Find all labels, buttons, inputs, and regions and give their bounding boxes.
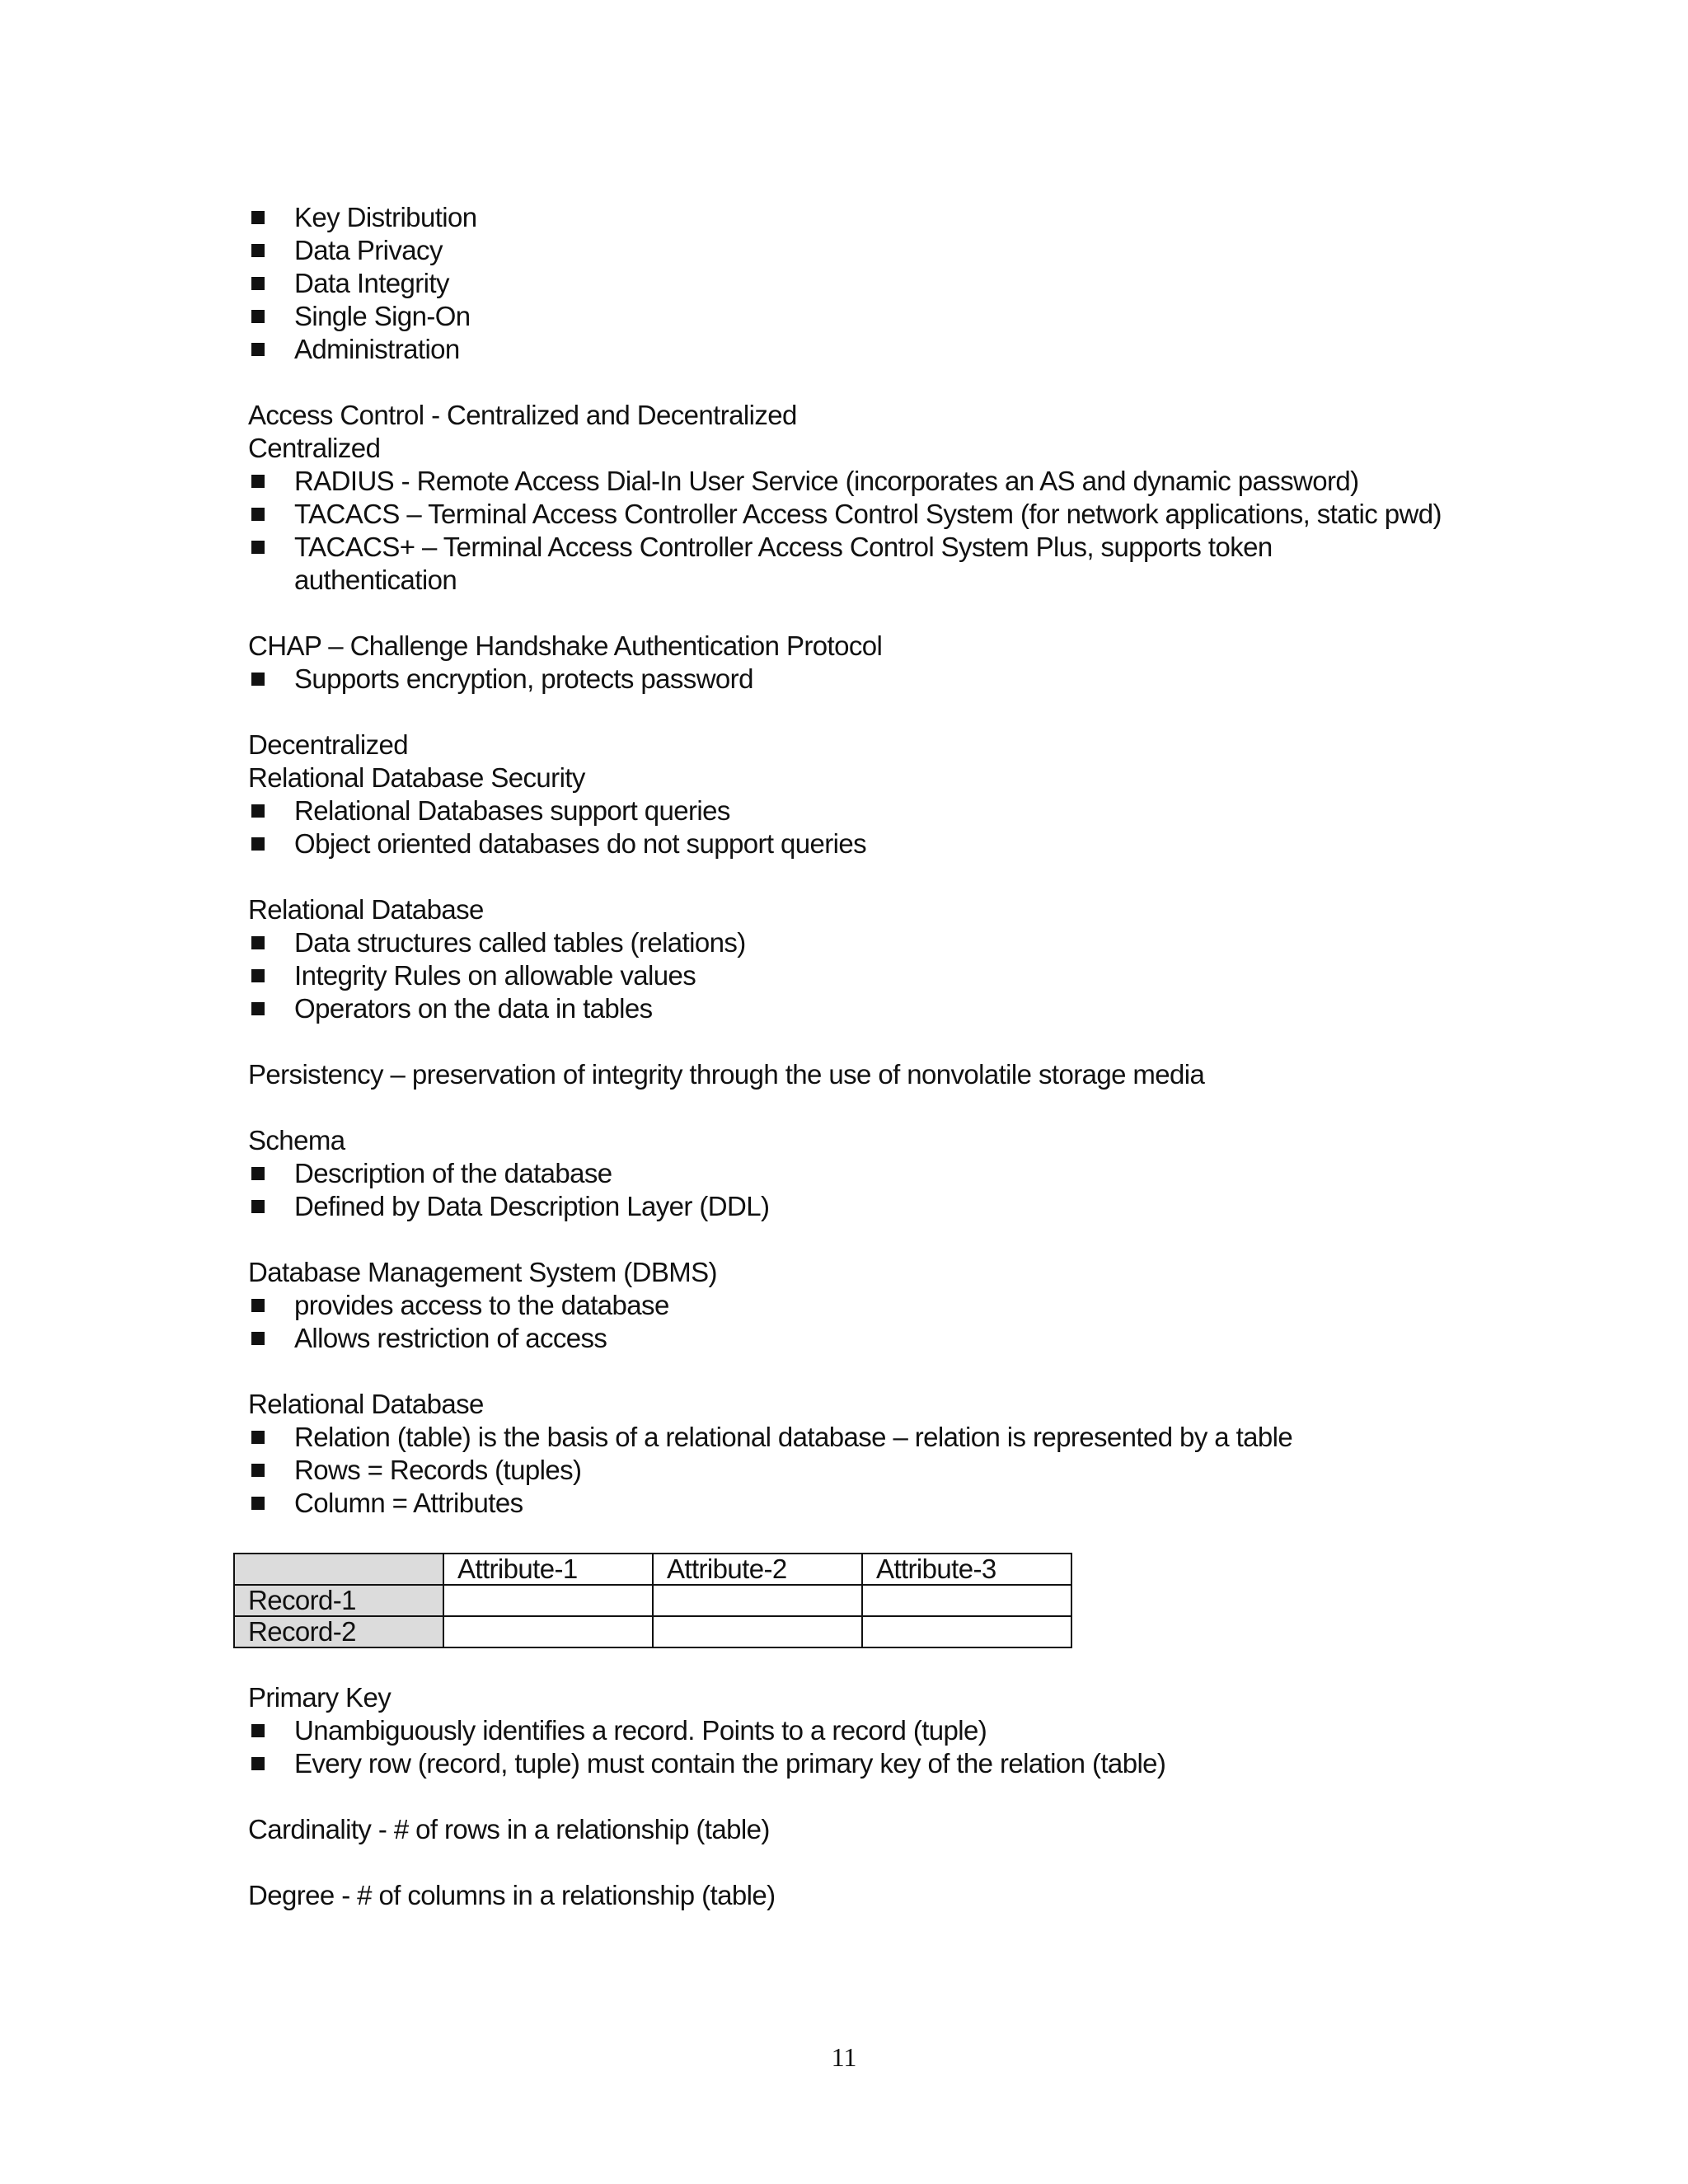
table-corner-cell xyxy=(234,1554,443,1585)
list-item: Data Privacy xyxy=(248,234,1451,267)
section-heading: Database Management System (DBMS) xyxy=(248,1257,717,1287)
list-item: Data structures called tables (relations) xyxy=(248,926,1451,959)
document-body xyxy=(248,201,1451,1912)
table-row xyxy=(234,1585,1071,1616)
list-item: Relation (table) is the basis of a relational database – relation is represented by a table xyxy=(248,1421,1451,1454)
list-item: TACACS+ – Terminal Access Controller Access Control System Plus, supports token authentication xyxy=(248,531,1357,597)
list-item: Every row (record, tuple) must contain the primary key of the relation (table) xyxy=(248,1747,1451,1780)
table-cell xyxy=(862,1616,1071,1647)
list-item: Data Integrity xyxy=(248,267,1451,300)
table-row xyxy=(234,1616,1071,1647)
list-item: Supports encryption, protects password xyxy=(248,663,1451,696)
section-subheading: Centralized xyxy=(248,433,381,463)
section-subheading: Relational Database Security xyxy=(248,762,585,793)
list-item: Relational Databases support queries xyxy=(248,794,1451,827)
table-cell xyxy=(443,1585,653,1616)
table-row-header: Record-2 xyxy=(234,1616,443,1647)
section-heading: CHAP – Challenge Handshake Authentication Protocol xyxy=(248,630,883,661)
list-item: Key Distribution xyxy=(248,201,1451,234)
section-heading: Relational Database xyxy=(248,894,484,925)
section-heading: Relational Database xyxy=(248,1389,484,1419)
table-header-row xyxy=(234,1554,1071,1585)
list-item: Defined by Data Description Layer (DDL) xyxy=(248,1190,1451,1223)
definition-cardinality: Cardinality - # of rows in a relationship (table) xyxy=(248,1814,770,1844)
list-item: Unambiguously identifies a record. Points to a record (tuple) xyxy=(248,1714,1451,1747)
list-item: Single Sign-On xyxy=(248,300,1451,333)
list-item: Rows = Records (tuples) xyxy=(248,1454,1451,1487)
list-item: Operators on the data in tables xyxy=(248,992,1451,1025)
relation-table xyxy=(233,1553,1072,1648)
list-item: Administration xyxy=(248,333,1451,366)
page-number: 11 xyxy=(831,2042,857,2072)
table-row-header: Record-1 xyxy=(234,1585,443,1616)
table-cell xyxy=(653,1616,862,1647)
table-cell xyxy=(653,1585,862,1616)
list-item: RADIUS - Remote Access Dial-In User Service (incorporates an AS and dynamic password) xyxy=(248,465,1451,498)
section-heading: Access Control - Centralized and Decentralized xyxy=(248,400,797,430)
section-heading: Primary Key xyxy=(248,1682,392,1713)
table-column-header: Attribute-1 xyxy=(443,1554,653,1585)
list-item: TACACS – Terminal Access Controller Access Control System (for network applications, static pwd) xyxy=(248,498,1465,531)
definition-persistency: Persistency – preservation of integrity through the use of nonvolatile storage media xyxy=(248,1059,1205,1090)
definition-degree: Degree - # of columns in a relationship (table) xyxy=(248,1880,776,1910)
section-heading: Schema xyxy=(248,1125,345,1155)
table-column-header: Attribute-2 xyxy=(653,1554,862,1585)
list-item: provides access to the database xyxy=(248,1289,1451,1322)
section-heading: Decentralized xyxy=(248,729,408,760)
table-column-header: Attribute-3 xyxy=(862,1554,1071,1585)
list-item: Description of the database xyxy=(248,1157,1451,1190)
list-item: Column = Attributes xyxy=(248,1487,1451,1520)
list-item: Allows restriction of access xyxy=(248,1322,1451,1355)
table-cell xyxy=(862,1585,1071,1616)
list-item: Object oriented databases do not support queries xyxy=(248,827,1451,860)
list-item: Integrity Rules on allowable values xyxy=(248,959,1451,992)
table-cell xyxy=(443,1616,653,1647)
